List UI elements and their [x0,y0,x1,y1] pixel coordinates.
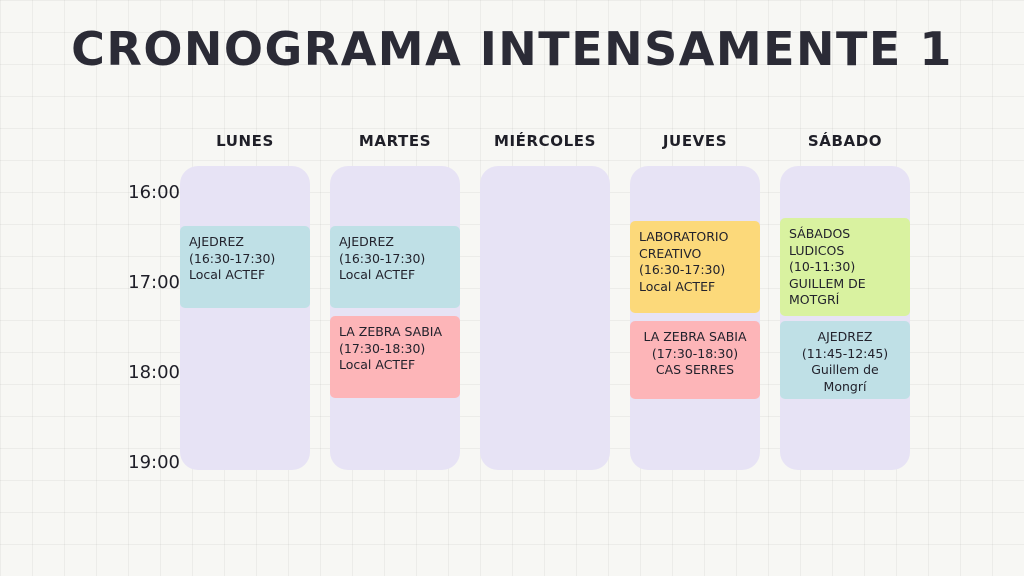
event-line: CREATIVO [639,245,702,261]
day-column-body [780,166,910,470]
day-header: SÁBADO [807,132,883,150]
day-header: LUNES [216,132,274,150]
event-line: (16:30-17:30) [189,250,276,266]
event-line: (11:45-12:45) [801,345,889,361]
schedule-event[interactable] [330,316,460,398]
event-line: GUILLEM DE [789,275,866,291]
schedule-event[interactable] [330,226,460,308]
event-line: MOTGRÍ [789,292,840,307]
event-line: (16:30-17:30) [639,262,726,277]
schedule-event[interactable] [630,321,760,399]
day-column-body [180,166,310,470]
event-line: LA ZEBRA SABIA [643,329,747,344]
event-line: LUDICOS [789,242,845,258]
event-line: Local ACTEF [339,267,416,282]
event-line: Mongrí [823,378,867,394]
event-line: CAS SERRES [655,362,735,377]
schedule-board [80,130,960,490]
event-line: AJEDREZ [339,234,394,249]
day-column-body [480,166,610,470]
event-line: AJEDREZ [817,329,873,344]
event-line: Local ACTEF [639,278,716,294]
event-line: LA ZEBRA SABIA [339,324,443,339]
event-line: (16:30-17:30) [339,250,426,266]
schedule-event[interactable] [630,221,760,313]
event-line: (17:30-18:30) [651,345,739,361]
event-line: Local ACTEF [339,357,416,372]
day-column-body [330,166,460,470]
day-column-lunes [180,130,310,470]
day-column-martes [330,130,460,470]
time-axis [80,170,180,490]
time-label: 17:00 [128,272,180,293]
event-line: LABORATORIO [639,229,729,244]
event-line: Local ACTEF [189,267,266,282]
schedule-event[interactable] [180,226,310,308]
day-header: JUEVES [662,132,728,150]
time-label: 18:00 [128,362,180,383]
day-column-jueves [630,130,760,470]
event-line: SÁBADOS [789,226,851,241]
day-header: MIÉRCOLES [493,132,597,150]
event-line: Guillem de [811,362,879,377]
event-line: (10-11:30) [789,259,856,274]
event-line: AJEDREZ [189,234,244,249]
event-line: (17:30-18:30) [339,340,426,356]
day-column-body [630,166,760,470]
day-header: MARTES [358,132,432,150]
schedule-event[interactable] [780,218,910,316]
page-title: CRONOGRAMA INTENSAMENTE 1 [71,22,953,76]
time-label: 16:00 [128,182,180,203]
schedule-event[interactable] [780,321,910,399]
day-column-sábado [780,130,910,470]
day-column-miércoles [480,130,610,470]
time-label: 19:00 [128,452,180,473]
